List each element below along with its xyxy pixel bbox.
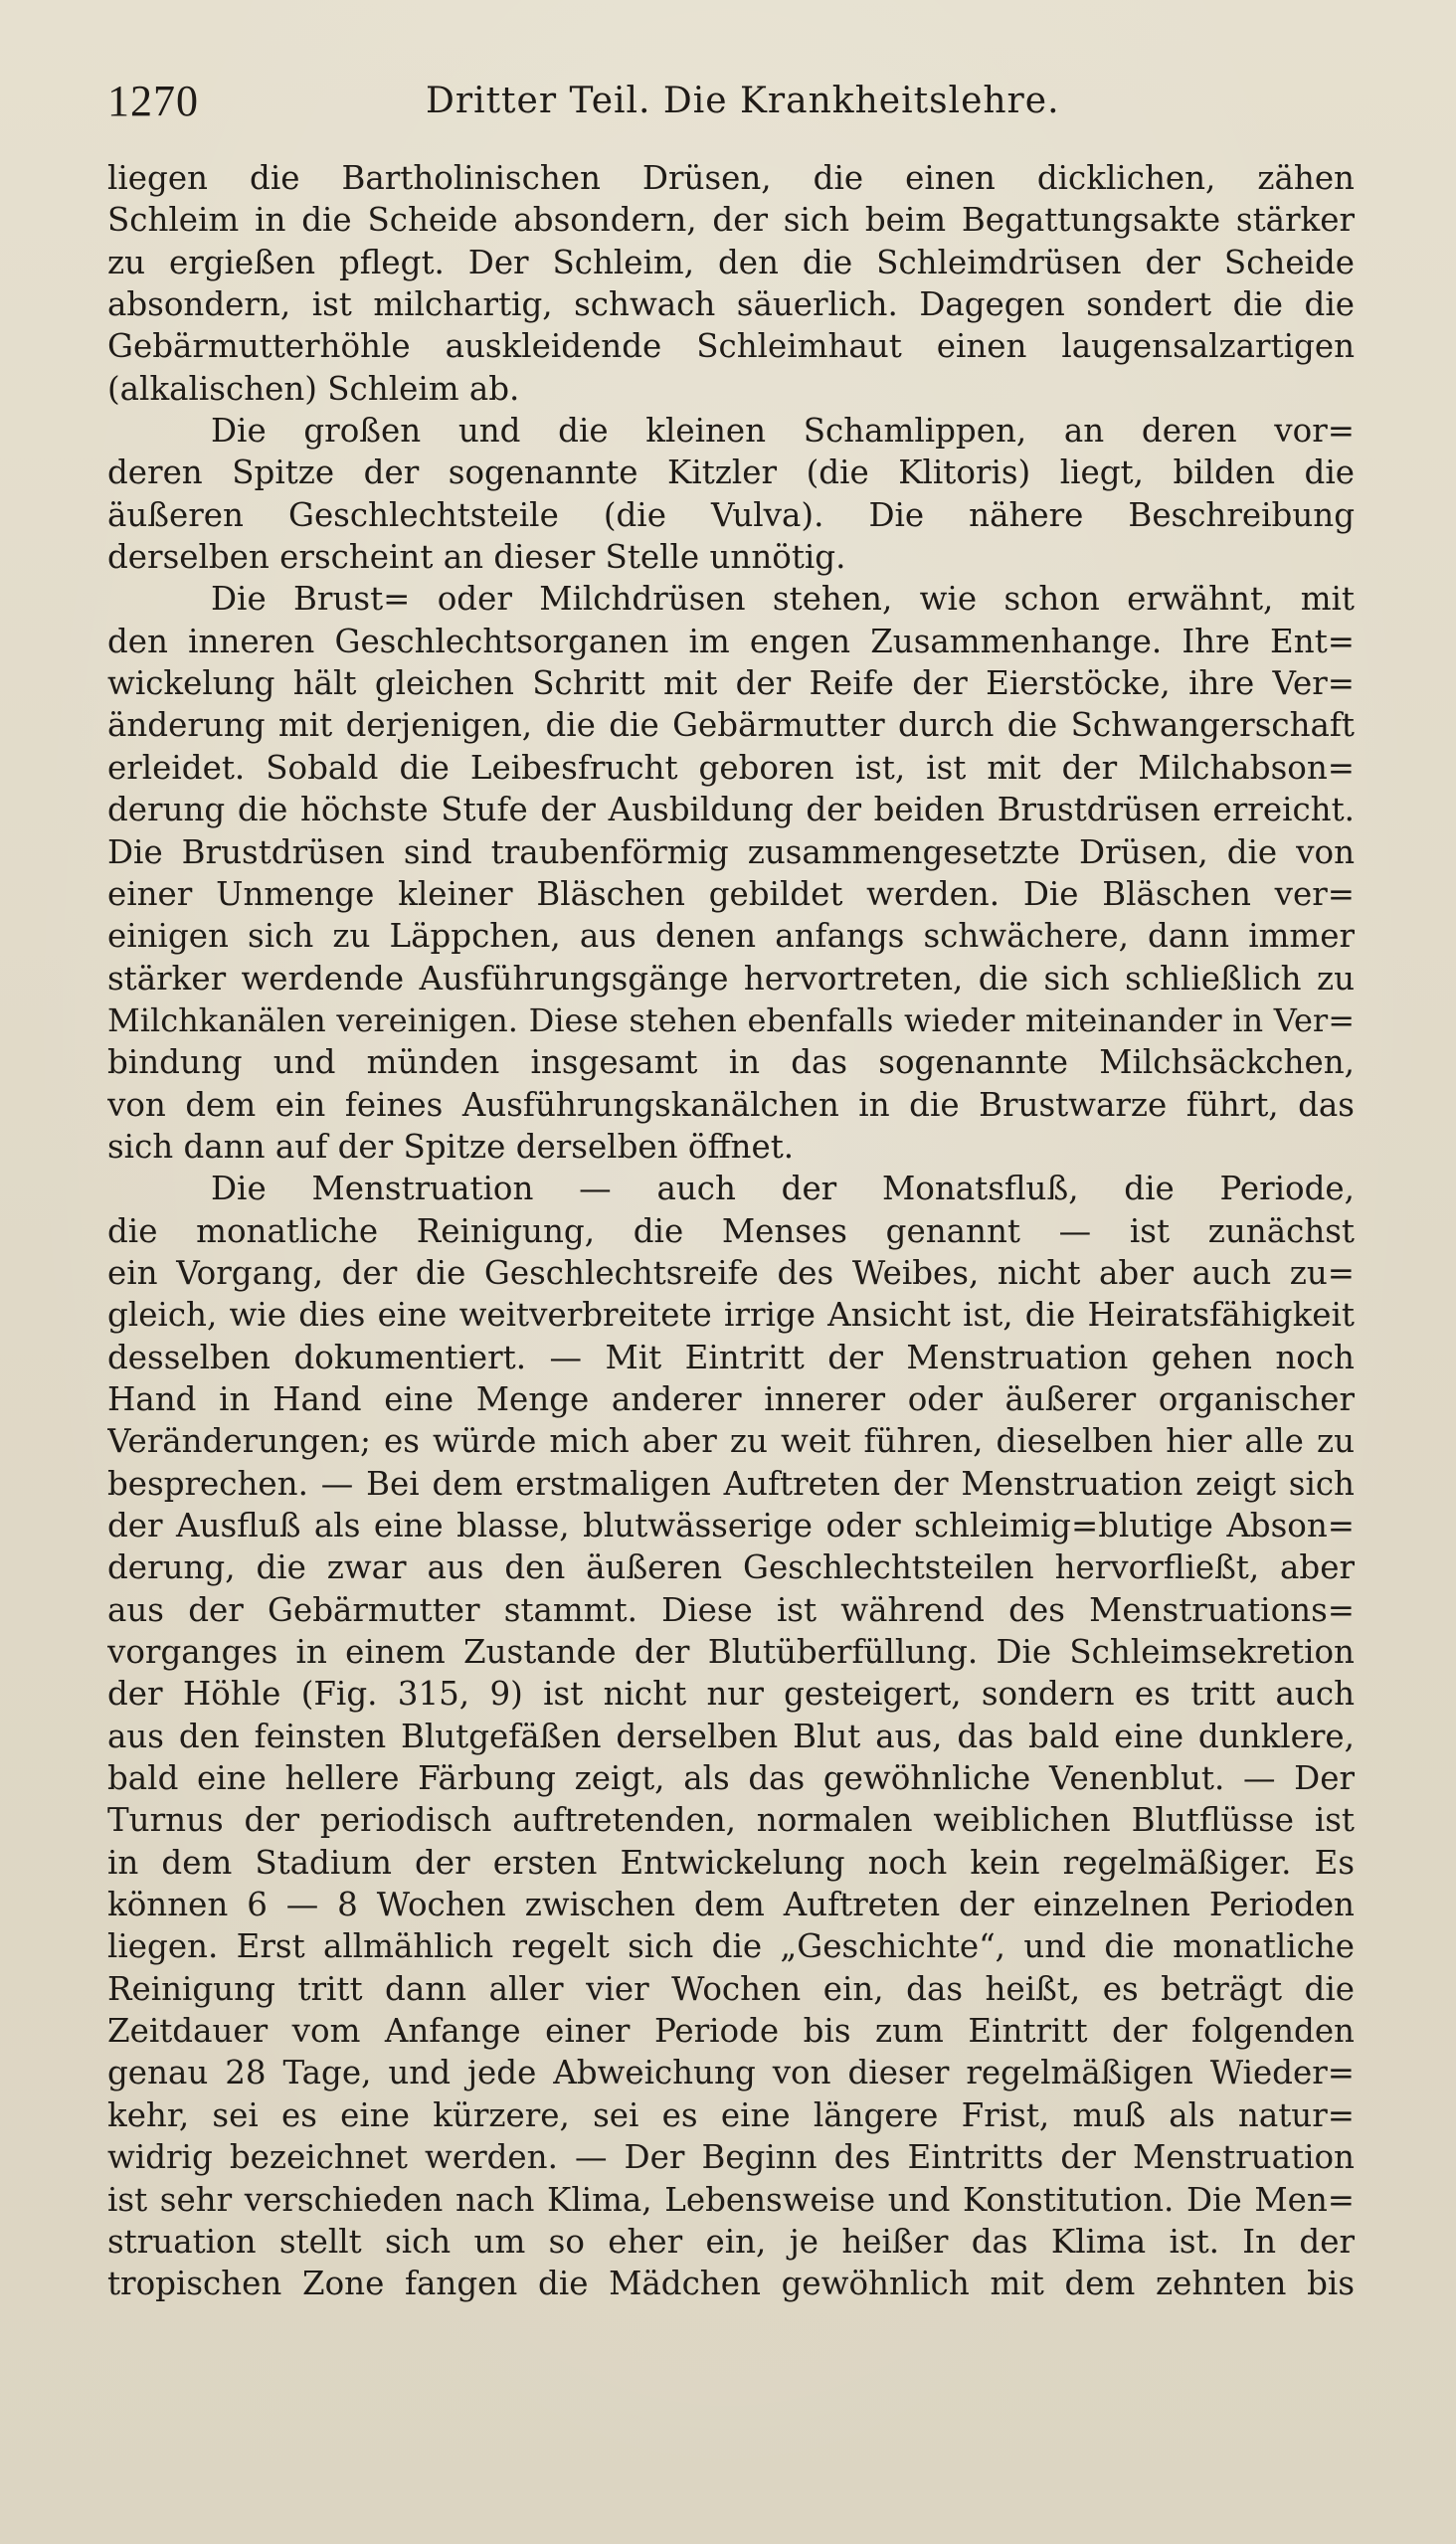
text-line: stärker werdende Ausführungsgänge hervortreten, die sich schließlich zu <box>107 959 1355 998</box>
text-line: deren Spitze der sogenannte Kitzler (die Klitoris) liegt, bilden die <box>107 454 1355 492</box>
text-line: Reinigung tritt dann aller vier Wochen ein, das heißt, es beträgt die <box>107 1969 1355 2008</box>
text-line: änderung mit derjenigen, die die Gebärmutter durch die Schwangerschaft <box>107 706 1355 745</box>
text-line: Schleim in die Scheide absondern, der sich beim Begattungsakte stärker <box>107 201 1355 240</box>
text-line: wickelung hält gleichen Schritt mit der Reife der Eierstöcke, ihre Ver= <box>107 664 1355 703</box>
text-line: können 6 — 8 Wochen zwischen dem Auftreten der einzelnen Perioden <box>107 1886 1355 1924</box>
text-line: desselben dokumentiert. — Mit Eintritt der Menstruation gehen noch <box>107 1338 1355 1376</box>
text-line: struation stellt sich um so eher ein, je heißer das Klima ist. In der <box>107 2222 1355 2261</box>
text-line: Die Menstruation — auch der Monatsfluß, die Periode, <box>211 1170 1355 1208</box>
text-line: aus den feinsten Blutgefäßen derselben Blut aus, das bald eine dunklere, <box>107 1717 1355 1755</box>
text-line: widrig bezeichnet werden. — Der Beginn des Eintritts der Menstruation <box>107 2138 1355 2177</box>
text-line: genau 28 Tage, und jede Abweichung von dieser regelmäßigen Wieder= <box>107 2054 1355 2092</box>
text-line: sich dann auf der Spitze derselben öffnet. <box>107 1127 795 1166</box>
running-head: Dritter Teil. Die Krankheitslehre. <box>426 81 1060 121</box>
text-line: einigen sich zu Läppchen, aus denen anfangs schwächere, dann immer <box>107 917 1355 956</box>
text-line: Veränderungen; es würde mich aber zu weit führen, dieselben hier alle zu <box>107 1422 1355 1461</box>
text-line: der Ausfluß als eine blasse, blutwässerige oder schleimig=blutige Abson= <box>107 1507 1355 1545</box>
text-line: kehr, sei es eine kürzere, sei es eine längere Frist, muß als natur= <box>107 2095 1355 2134</box>
text-line: derung, die zwar aus den äußeren Geschlechtsteilen hervorfließt, aber <box>107 1548 1355 1587</box>
text-line: besprechen. — Bei dem erstmaligen Auftreten der Menstruation zeigt sich <box>107 1464 1355 1503</box>
text-line: Milchkanälen vereinigen. Diese stehen ebenfalls wieder miteinander in Ver= <box>107 1000 1355 1039</box>
text-line: von dem ein feines Ausführungskanälchen in die Brustwarze führt, das <box>107 1085 1355 1124</box>
text-line: Die Brustdrüsen sind traubenförmig zusammengesetzte Drüsen, die von <box>107 832 1355 871</box>
text-line: erleidet. Sobald die Leibesfrucht geboren ist, ist mit der Milchabson= <box>107 748 1355 787</box>
text-line: gleich, wie dies eine weitverbreitete irrige Ansicht ist, die Heiratsfähigkeit <box>107 1296 1355 1335</box>
text-line: (alkalischen) Schleim ab. <box>107 369 520 408</box>
text-line: liegen. Erst allmählich regelt sich die „Geschichte“, und die monatliche <box>107 1927 1355 1966</box>
text-line: liegen die Bartholinischen Drüsen, die einen dicklichen, zähen <box>107 159 1355 197</box>
text-line: derung die höchste Stufe der Ausbildung der beiden Brustdrüsen erreicht. <box>107 791 1355 829</box>
text-line: den inneren Geschlechtsorganen im engen Zusammenhange. Ihre Ent= <box>107 622 1355 660</box>
text-line: Turnus der periodisch auftretenden, normalen weiblichen Blutflüsse ist <box>107 1801 1355 1840</box>
text-line: ist sehr verschieden nach Klima, Lebensweise und Konstitution. Die Men= <box>107 2180 1355 2219</box>
page-header <box>107 72 1351 131</box>
text-line: die monatliche Reinigung, die Menses genannt — ist zunächst <box>107 1211 1355 1250</box>
text-line: bald eine hellere Färbung zeigt, als das gewöhnliche Venenblut. — Der <box>107 1759 1355 1798</box>
text-line: der Höhle (Fig. 315, 9) ist nicht nur gesteigert, sondern es tritt auch <box>107 1675 1355 1714</box>
text-line: in dem Stadium der ersten Entwickelung noch kein regelmäßiger. Es <box>107 1843 1355 1882</box>
text-line: äußeren Geschlechtsteile (die Vulva). Die nähere Beschreibung <box>107 495 1355 534</box>
text-line: derselben erscheint an dieser Stelle unnötig. <box>107 538 846 577</box>
text-line: ein Vorgang, der die Geschlechtsreife des Weibes, nicht aber auch zu= <box>107 1253 1355 1292</box>
page-number: 1270 <box>107 77 199 125</box>
text-line: Die großen und die kleinen Schamlippen, an deren vor= <box>211 412 1355 451</box>
body-text <box>107 157 1355 2335</box>
text-line: einer Unmenge kleiner Bläschen gebildet werden. Die Bläschen ver= <box>107 874 1355 913</box>
text-line: bindung und münden insgesamt in das sogenannte Milchsäckchen, <box>107 1043 1355 1082</box>
text-line: Zeitdauer vom Anfange einer Periode bis zum Eintritt der folgenden <box>107 2012 1355 2051</box>
text-line: Die Brust= oder Milchdrüsen stehen, wie schon erwähnt, mit <box>211 580 1355 619</box>
text-line: Hand in Hand eine Menge anderer innerer oder äußerer organischer <box>107 1379 1355 1418</box>
text-line: absondern, ist milchartig, schwach säuerlich. Dagegen sondert die die <box>107 285 1355 324</box>
text-line: vorganges in einem Zustande der Blutüberfüllung. Die Schleimsekretion <box>107 1633 1355 1672</box>
text-line: Gebärmutterhöhle auskleidende Schleimhaut einen laugensalzartigen <box>107 327 1355 366</box>
text-line: zu ergießen pflegt. Der Schleim, den die Schleimdrüsen der Scheide <box>107 243 1355 281</box>
text-line: aus der Gebärmutter stammt. Diese ist während des Menstruations= <box>107 1590 1355 1629</box>
text-line: tropischen Zone fangen die Mädchen gewöhnlich mit dem zehnten bis <box>107 2265 1355 2303</box>
